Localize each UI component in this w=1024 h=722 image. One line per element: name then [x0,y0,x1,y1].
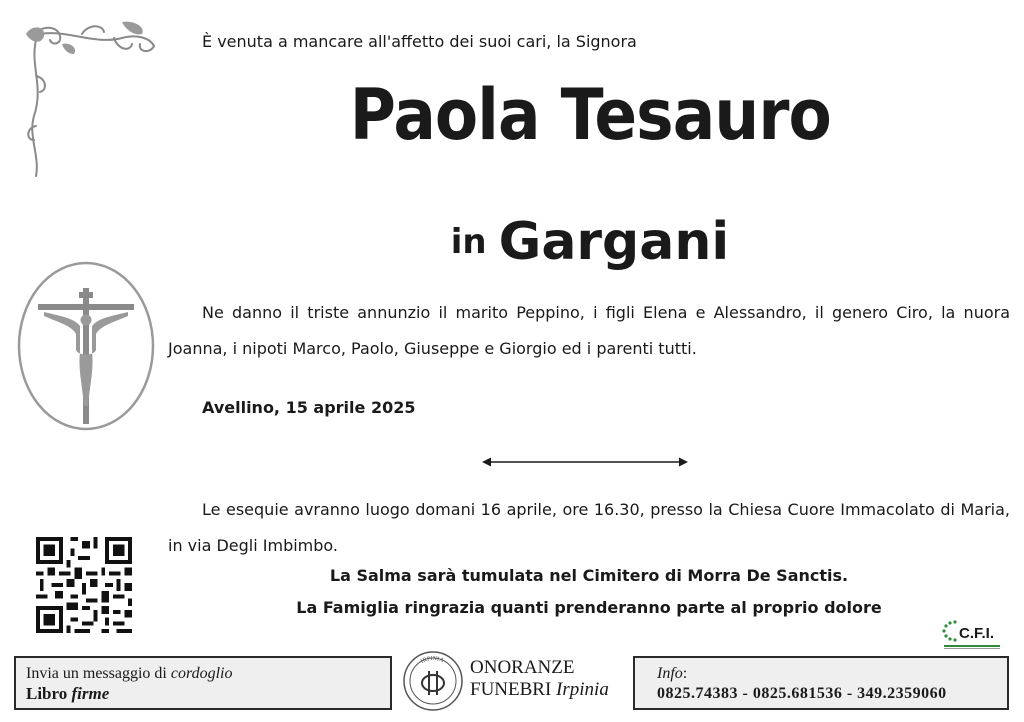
place-date: Avellino, 15 aprile 2025 [202,398,416,417]
deceased-name-text: Paola Tesauro [349,74,831,156]
crucifix-icon [16,260,156,432]
qr-code-icon[interactable] [36,537,132,633]
thanks-line: La Famiglia ringrazia quanti prenderanno parte al proprio dolore [296,598,882,617]
funeral-home-logo [470,657,609,701]
guestbook-word: firme [71,684,110,703]
emblem-text: IRPINIA [419,655,445,665]
burial-line: La Salma sarà tumulata nel Cimitero di Morra De Sanctis. [329,566,849,585]
condolence-word: cordoglio [170,665,233,682]
info-phones[interactable]: 0825.74383 - 0825.681536 - 349.2359060 [657,685,947,702]
cfi-logo-icon [940,616,1004,652]
info-label-line [657,664,985,684]
announcement-paragraph: Ne danno il triste annunzio il marito Peppino, i figli Elena e Alessandro, il genero Ciro, la nuora Joanna, i nipoti Marco, Paolo, Giuseppe e Giorgio ed i parenti tutti. [168,303,1010,358]
funeral-paragraph: Le esequie avranno luogo domani 16 aprile, ore 16.30, presso la Chiesa Cuore Immacolato di Maria, in via Degli Imbimbo. [168,500,1010,555]
condolence-text: Invia un messaggio di [26,665,171,682]
info-box [633,656,1009,710]
info-label: Info [657,665,683,682]
funeral-home-region: Irpinia [556,679,609,700]
info-colon: : [682,665,688,682]
guestbook-link[interactable] [26,684,380,704]
cfi-logo-text: C.F.I. [959,625,995,642]
married-prefix: in [450,222,487,262]
funeral-home-line2 [470,679,609,701]
funeral-home-emblem-icon [402,650,464,712]
guestbook-text: Libro [26,684,72,703]
condolence-box[interactable] [14,656,392,710]
married-surname-line [0,212,1024,272]
funeral-home-word: FUNEBRI [470,679,557,700]
married-surname: Gargani [498,212,730,272]
intro-text: È venuta a mancare all'affetto dei suoi cari, la Signora [202,32,637,51]
funeral-home-line1: ONORANZE [470,657,575,678]
double-arrow-icon [482,454,688,470]
condolence-message-link[interactable] [26,664,380,684]
deceased-name [0,74,1024,156]
